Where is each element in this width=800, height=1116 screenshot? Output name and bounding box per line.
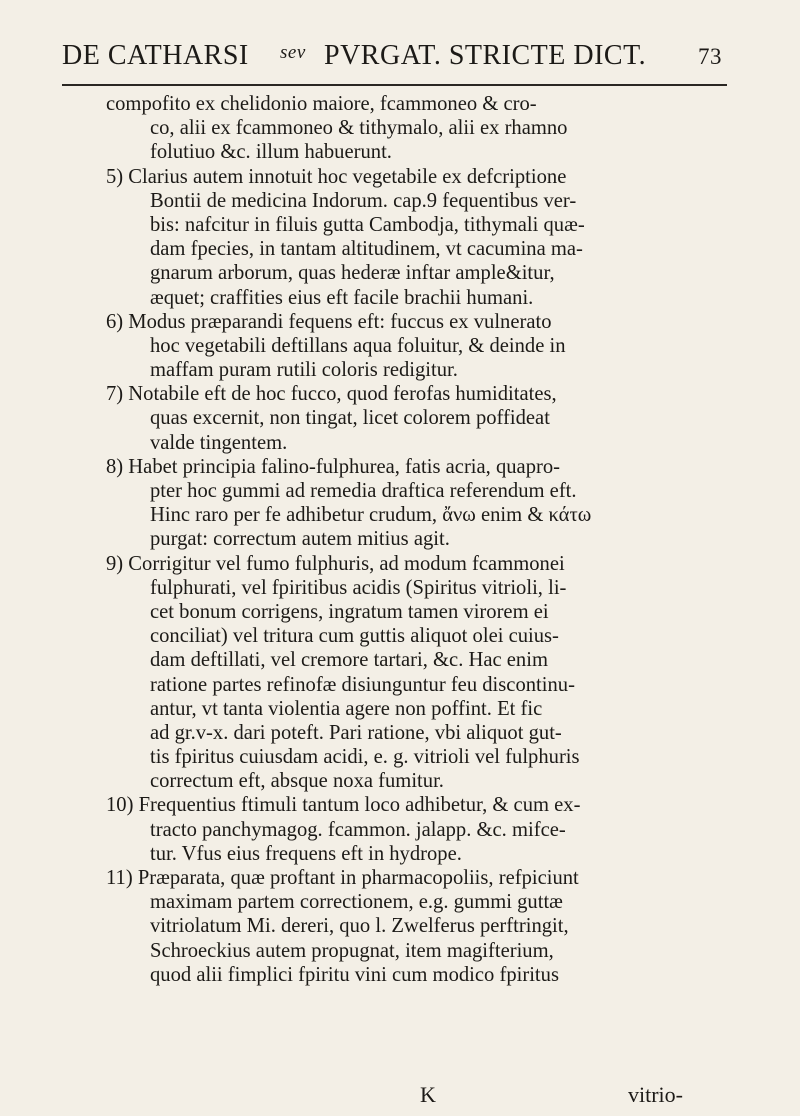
text-line: 10) Frequentius ftimuli tantum loco adhibetur, & cum ex- — [106, 794, 581, 817]
paragraph — [106, 165, 778, 310]
text-line: gnarum arborum, quas hederæ inftar ample&itur, — [150, 262, 555, 285]
text-line: Bontii de medicina Indorum. cap.9 fequentibus ver- — [150, 189, 577, 212]
text-line: hoc vegetabili deftillans aqua foluitur, & deinde in — [150, 334, 566, 357]
text-line: dam deftillati, vel cremore tartari, &c. Hac enim — [150, 649, 548, 672]
text-line: folutiuo &c. illum habuerunt. — [150, 141, 392, 164]
paragraph — [106, 92, 778, 165]
text-line: Schroeckius autem propugnat, item magifterium, — [150, 939, 554, 962]
text-line: tur. Vfus eius frequens eft in hydrope. — [150, 842, 462, 865]
paragraph — [106, 866, 778, 987]
page-number: 73 — [698, 44, 722, 69]
running-header — [62, 40, 752, 80]
paragraph — [106, 455, 778, 552]
paragraph — [106, 310, 778, 383]
page-body — [106, 92, 778, 987]
header-title-sev: sev — [280, 42, 306, 63]
signature-mark: K — [420, 1082, 436, 1107]
text-line: quod alii fimplici fpiritu vini cum modico fpiritus — [150, 963, 559, 986]
text-line: ratione partes refinofæ disiunguntur feu discontinu- — [150, 673, 575, 696]
text-line: cet bonum corrigens, ingratum tamen virorem ei — [150, 600, 549, 623]
paragraph — [106, 552, 778, 794]
text-line: 11) Præparata, quæ proftant in pharmacopoliis, refpiciunt — [106, 867, 579, 889]
header-title-left: DE CATHARSI — [62, 40, 249, 71]
text-line: co, alii ex fcammoneo & tithymalo, alii ex rhamno — [150, 117, 568, 140]
header-rule — [62, 84, 727, 86]
text-line: tis fpiritus cuiusdam acidi, e. g. vitrioli vel fulphuris — [150, 746, 580, 769]
text-line: vitriolatum Mi. dereri, quo l. Zwelferus perftringit, — [150, 915, 569, 938]
text-line: 8) Habet principia falino-fulphurea, fatis acria, quapro- — [106, 455, 561, 478]
header-title-right: PVRGAT. STRICTE DICT. — [324, 40, 647, 71]
text-line: æquet; craffities eius eft facile brachii humani. — [150, 286, 534, 309]
text-line: quas excernit, non tingat, licet colorem poffideat — [150, 407, 550, 430]
paragraph — [106, 793, 778, 866]
text-line: dam fpecies, in tantam altitudinem, vt cacumina ma- — [150, 238, 583, 261]
text-line: correctum eft, absque noxa fumitur. — [150, 770, 444, 793]
text-line: valde tingentem. — [150, 431, 288, 454]
text-line: bis: nafcitur in filuis gutta Cambodja, tithymali quæ- — [150, 213, 585, 236]
text-line: purgat: correctum autem mitius agit. — [150, 528, 450, 551]
text-line: 7) Notabile eft de hoc fucco, quod ferofas humiditates, — [106, 383, 557, 406]
text-line: maffam puram rutili coloris redigitur. — [150, 359, 458, 382]
text-line: antur, vt tanta violentia agere non poffint. Et fic — [150, 697, 543, 720]
text-line: 5) Clarius autem innotuit hoc vegetabile ex defcriptione — [106, 165, 567, 188]
text-line: maximam partem correctionem, e.g. gummi guttæ — [150, 891, 563, 914]
catchword: vitrio- — [628, 1082, 683, 1107]
text-line: 9) Corrigitur vel fumo fulphuris, ad modum fcammonei — [106, 552, 565, 575]
text-line: compofito ex chelidonio maiore, fcammoneo & cro- — [106, 93, 537, 115]
text-line: Hinc raro per fe adhibetur crudum, ἄνω enim & κάτω — [150, 504, 592, 527]
text-line: fulphurati, vel fpiritibus acidis (Spiritus vitrioli, li- — [150, 576, 567, 599]
text-line: 6) Modus præparandi fequens eft: fuccus ex vulnerato — [106, 310, 552, 333]
text-line: tracto panchymagog. fcammon. jalapp. &c. mifce- — [150, 818, 566, 841]
paragraph — [106, 382, 778, 455]
text-line: ad gr.v-x. dari poteft. Pari ratione, vbi aliquot gut- — [150, 721, 562, 744]
text-line: pter hoc gummi ad remedia draftica referendum eft. — [150, 480, 577, 502]
text-line: conciliat) vel tritura cum guttis aliquot olei cuius- — [150, 625, 559, 648]
